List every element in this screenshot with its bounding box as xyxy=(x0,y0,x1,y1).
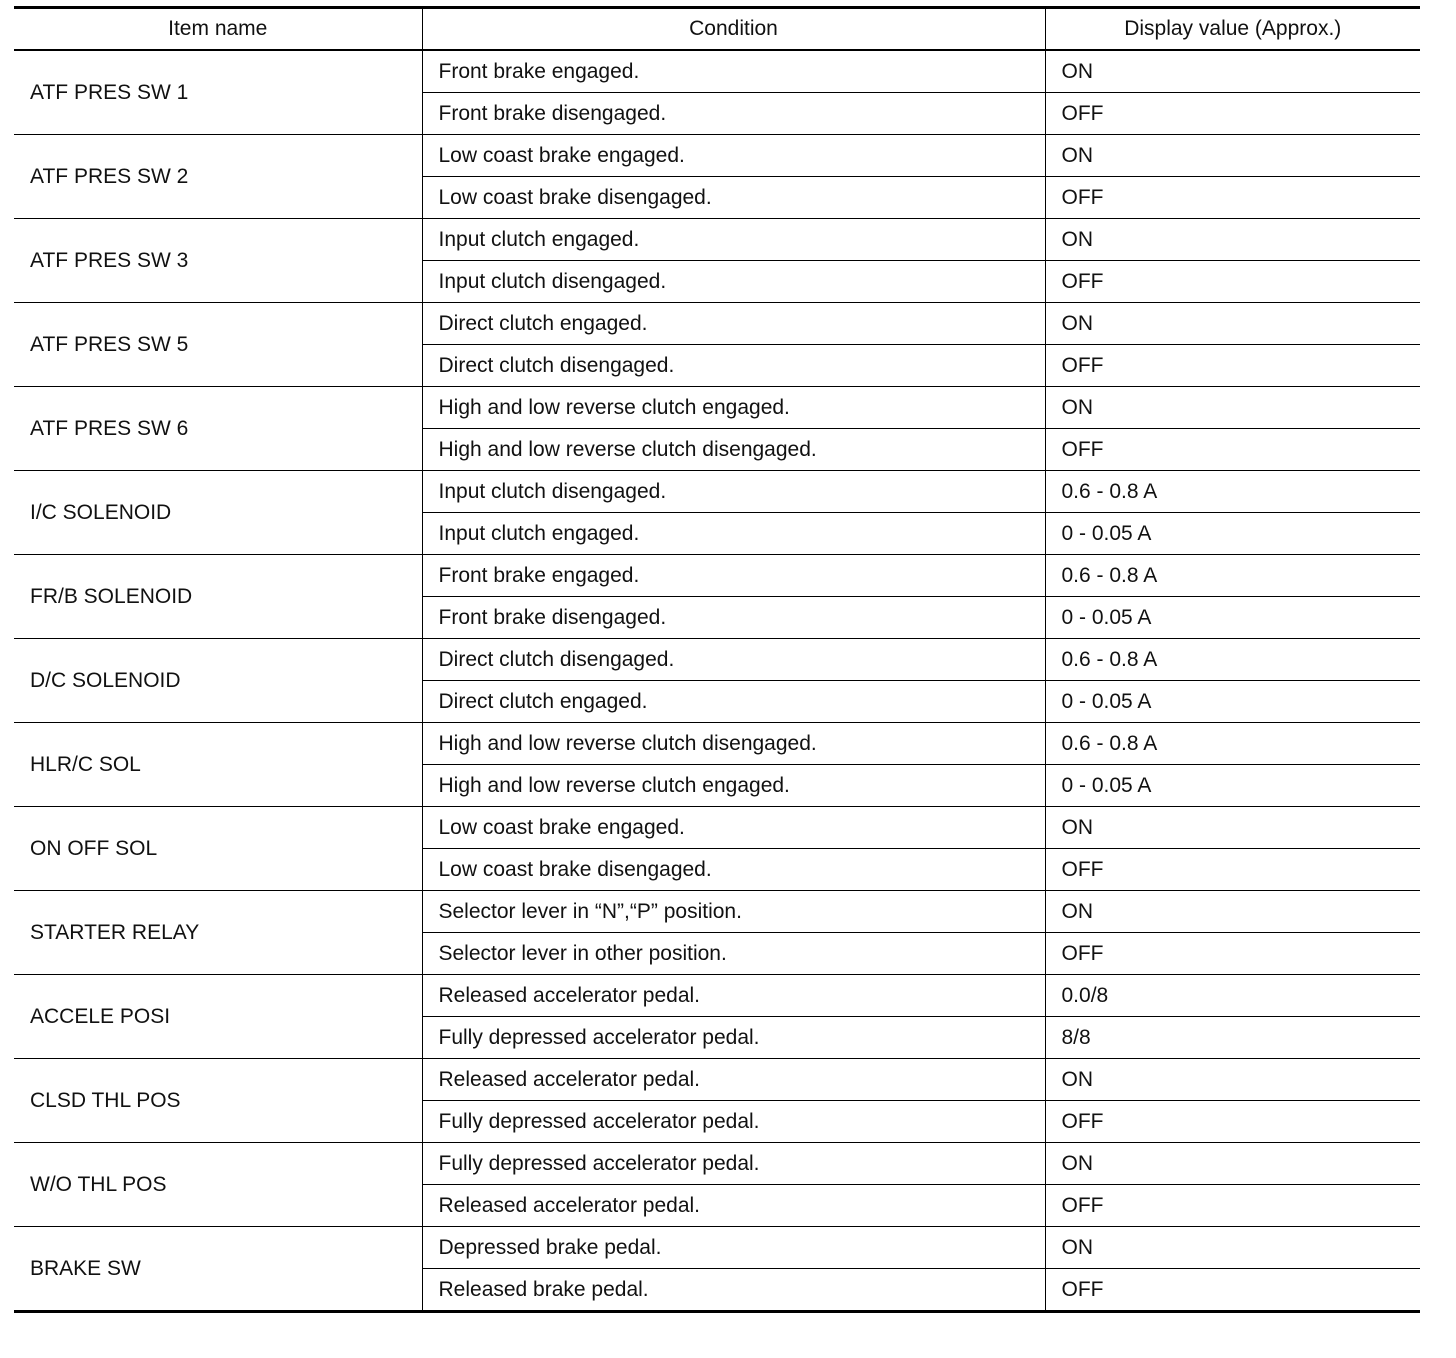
item-name-cell: HLR/C SOL xyxy=(14,723,422,807)
condition-cell: Front brake disengaged. xyxy=(422,93,1045,135)
condition-cell: Front brake engaged. xyxy=(422,50,1045,93)
display-value-cell: ON xyxy=(1045,807,1420,849)
display-value-cell: OFF xyxy=(1045,1269,1420,1312)
condition-cell: Front brake disengaged. xyxy=(422,597,1045,639)
table-row xyxy=(14,723,1420,765)
condition-cell: Direct clutch disengaged. xyxy=(422,639,1045,681)
table-row xyxy=(14,135,1420,177)
display-value-cell: OFF xyxy=(1045,429,1420,471)
display-value-cell: ON xyxy=(1045,387,1420,429)
condition-cell: Direct clutch engaged. xyxy=(422,681,1045,723)
item-name-cell: I/C SOLENOID xyxy=(14,471,422,555)
item-name-cell: ATF PRES SW 3 xyxy=(14,219,422,303)
header-display-value: Display value (Approx.) xyxy=(1045,8,1420,51)
condition-cell: Front brake engaged. xyxy=(422,555,1045,597)
condition-cell: High and low reverse clutch engaged. xyxy=(422,765,1045,807)
display-value-cell: 0 - 0.05 A xyxy=(1045,765,1420,807)
data-monitor-table xyxy=(14,6,1420,1313)
item-name-cell: D/C SOLENOID xyxy=(14,639,422,723)
item-name-cell: STARTER RELAY xyxy=(14,891,422,975)
display-value-cell: OFF xyxy=(1045,177,1420,219)
condition-cell: Input clutch disengaged. xyxy=(422,471,1045,513)
table-row xyxy=(14,1059,1420,1101)
display-value-cell: OFF xyxy=(1045,1101,1420,1143)
item-name-cell: W/O THL POS xyxy=(14,1143,422,1227)
condition-cell: Fully depressed accelerator pedal. xyxy=(422,1101,1045,1143)
display-value-cell: ON xyxy=(1045,219,1420,261)
display-value-cell: ON xyxy=(1045,1227,1420,1269)
item-name-cell: ACCELE POSI xyxy=(14,975,422,1059)
display-value-cell: 0 - 0.05 A xyxy=(1045,681,1420,723)
condition-cell: Input clutch engaged. xyxy=(422,219,1045,261)
display-value-cell: ON xyxy=(1045,1059,1420,1101)
condition-cell: Direct clutch engaged. xyxy=(422,303,1045,345)
condition-cell: Released brake pedal. xyxy=(422,1269,1045,1312)
table-body xyxy=(14,50,1420,1312)
table-row xyxy=(14,219,1420,261)
condition-cell: High and low reverse clutch engaged. xyxy=(422,387,1045,429)
display-value-cell: 0.6 - 0.8 A xyxy=(1045,471,1420,513)
condition-cell: Fully depressed accelerator pedal. xyxy=(422,1143,1045,1185)
table-row xyxy=(14,639,1420,681)
table-row xyxy=(14,303,1420,345)
display-value-cell: 0.6 - 0.8 A xyxy=(1045,723,1420,765)
display-value-cell: 0.6 - 0.8 A xyxy=(1045,555,1420,597)
display-value-cell: OFF xyxy=(1045,261,1420,303)
item-name-cell: ON OFF SOL xyxy=(14,807,422,891)
display-value-cell: 0 - 0.05 A xyxy=(1045,513,1420,555)
item-name-cell: ATF PRES SW 5 xyxy=(14,303,422,387)
table-row xyxy=(14,471,1420,513)
condition-cell: Depressed brake pedal. xyxy=(422,1227,1045,1269)
table-row xyxy=(14,1143,1420,1185)
condition-cell: Low coast brake disengaged. xyxy=(422,849,1045,891)
header-item-name: Item name xyxy=(14,8,422,51)
table-row xyxy=(14,975,1420,1017)
header-condition: Condition xyxy=(422,8,1045,51)
display-value-cell: 0.6 - 0.8 A xyxy=(1045,639,1420,681)
display-value-cell: ON xyxy=(1045,303,1420,345)
condition-cell: Low coast brake engaged. xyxy=(422,135,1045,177)
display-value-cell: OFF xyxy=(1045,849,1420,891)
display-value-cell: ON xyxy=(1045,135,1420,177)
display-value-cell: OFF xyxy=(1045,345,1420,387)
condition-cell: Released accelerator pedal. xyxy=(422,1059,1045,1101)
item-name-cell: CLSD THL POS xyxy=(14,1059,422,1143)
table-row xyxy=(14,891,1420,933)
item-name-cell: FR/B SOLENOID xyxy=(14,555,422,639)
display-value-cell: OFF xyxy=(1045,933,1420,975)
condition-cell: Input clutch engaged. xyxy=(422,513,1045,555)
display-value-cell: ON xyxy=(1045,891,1420,933)
display-value-cell: 8/8 xyxy=(1045,1017,1420,1059)
display-value-cell: OFF xyxy=(1045,1185,1420,1227)
condition-cell: Released accelerator pedal. xyxy=(422,975,1045,1017)
condition-cell: Selector lever in other position. xyxy=(422,933,1045,975)
display-value-cell: ON xyxy=(1045,50,1420,93)
header-row xyxy=(14,8,1420,51)
condition-cell: Low coast brake engaged. xyxy=(422,807,1045,849)
display-value-cell: ON xyxy=(1045,1143,1420,1185)
table-row xyxy=(14,807,1420,849)
item-name-cell: ATF PRES SW 2 xyxy=(14,135,422,219)
table-row xyxy=(14,1227,1420,1269)
table-row xyxy=(14,50,1420,93)
item-name-cell: BRAKE SW xyxy=(14,1227,422,1312)
condition-cell: Fully depressed accelerator pedal. xyxy=(422,1017,1045,1059)
table-row xyxy=(14,387,1420,429)
condition-cell: High and low reverse clutch disengaged. xyxy=(422,723,1045,765)
table-header xyxy=(14,8,1420,51)
display-value-cell: 0.0/8 xyxy=(1045,975,1420,1017)
item-name-cell: ATF PRES SW 1 xyxy=(14,50,422,135)
condition-cell: Released accelerator pedal. xyxy=(422,1185,1045,1227)
condition-cell: Direct clutch disengaged. xyxy=(422,345,1045,387)
table-row xyxy=(14,555,1420,597)
display-value-cell: OFF xyxy=(1045,93,1420,135)
condition-cell: Low coast brake disengaged. xyxy=(422,177,1045,219)
condition-cell: Selector lever in “N”,“P” position. xyxy=(422,891,1045,933)
condition-cell: Input clutch disengaged. xyxy=(422,261,1045,303)
display-value-cell: 0 - 0.05 A xyxy=(1045,597,1420,639)
item-name-cell: ATF PRES SW 6 xyxy=(14,387,422,471)
condition-cell: High and low reverse clutch disengaged. xyxy=(422,429,1045,471)
